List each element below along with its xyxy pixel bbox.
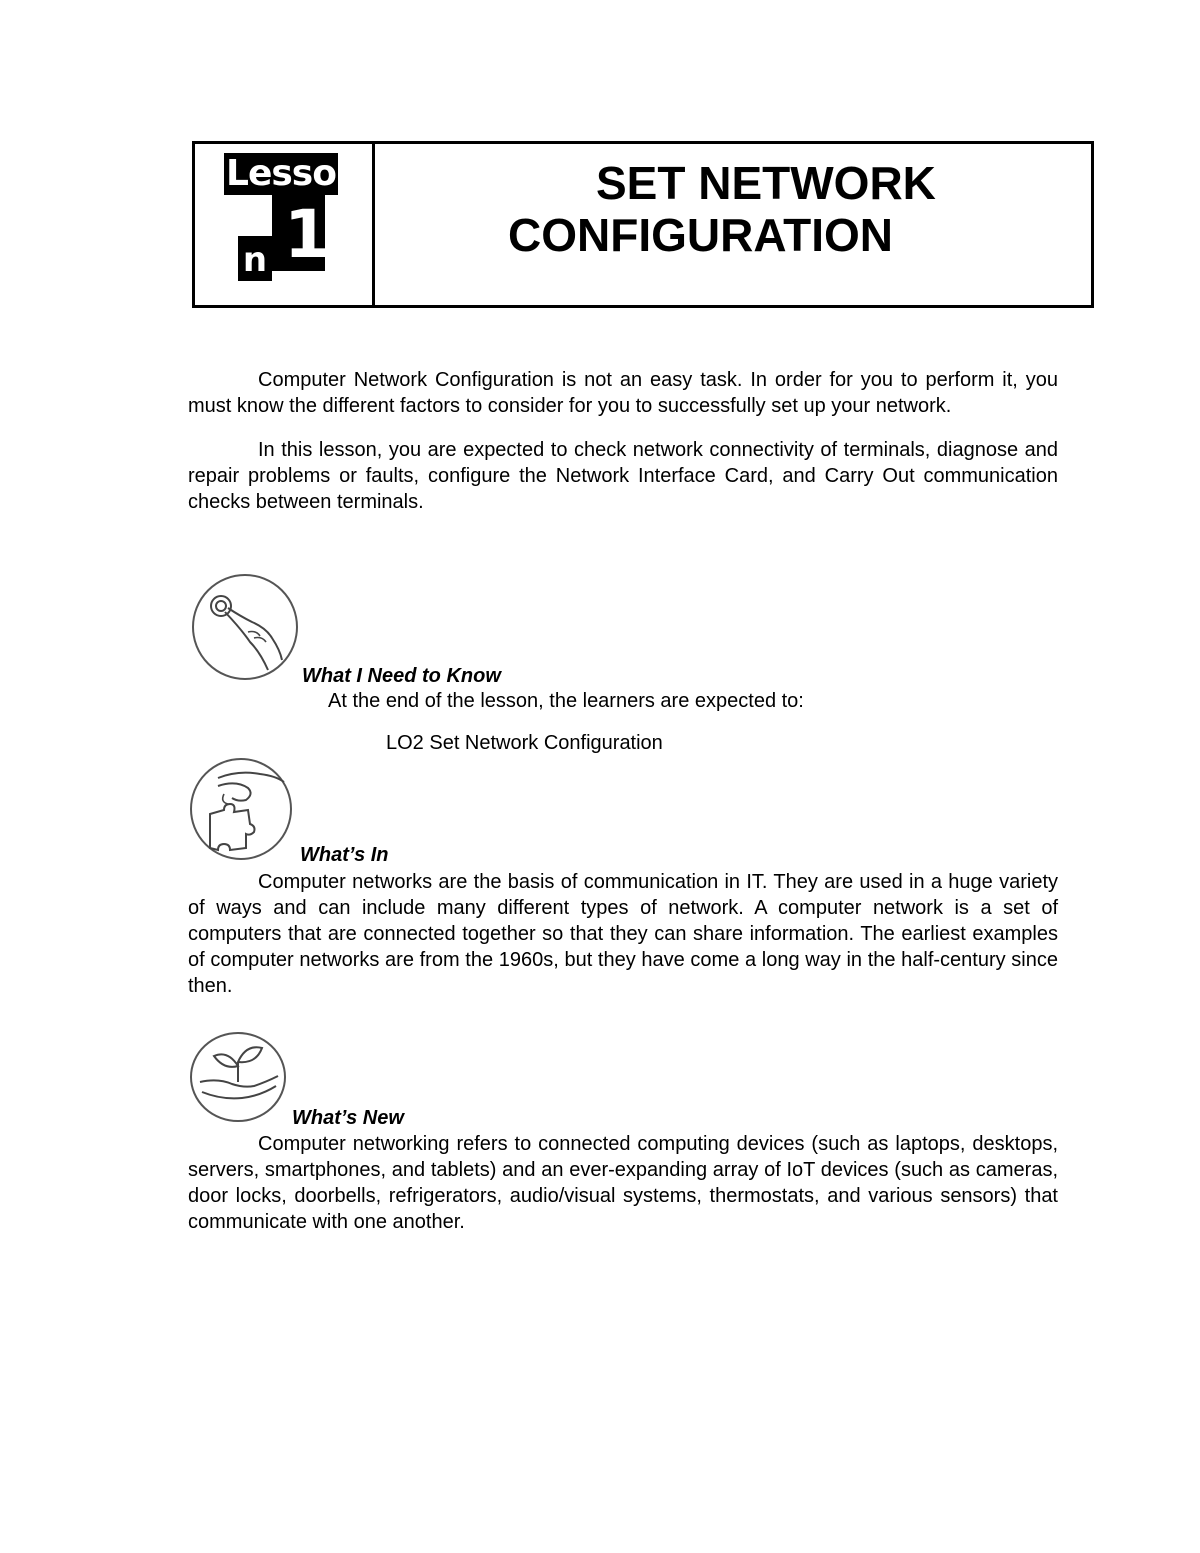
intro-paragraph-1 — [188, 367, 1058, 419]
plant-hand-icon — [188, 1030, 288, 1129]
whats-new-paragraph — [188, 1131, 1058, 1235]
section-heading-what-i-need-to-know: What I Need to Know — [302, 665, 501, 687]
whats-in-paragraph — [188, 869, 1058, 999]
header-divider — [372, 141, 375, 308]
hand-pointer-icon — [190, 572, 300, 687]
whats-in-paragraph-text: Computer networks are the basis of communication in IT. They are used in a huge variety of ways and can include many different types of network. A computer network is a set of computers that are connected together so that they can share information. The earliest examples of computer networks are from the 1960s, but they have come a long way in the half-century since then. — [188, 871, 1058, 997]
puzzle-hand-icon — [188, 756, 294, 867]
learning-objective: LO2 Set Network Configuration — [386, 732, 663, 754]
page-title-line1: SET NETWORK — [596, 157, 936, 209]
intro-paragraph-2-text: In this lesson, you are expected to check network connectivity of terminals, diagnose and repair problems or faults, configure the Network Interface Card, and Carry Out communication checks between terminals. — [188, 439, 1058, 513]
section-heading-whats-in: What’s In — [300, 844, 389, 866]
intro-paragraph-2 — [188, 437, 1058, 515]
section-heading-whats-new: What’s New — [292, 1107, 404, 1129]
learners-expectation-text: At the end of the lesson, the learners are expected to: — [328, 690, 804, 712]
lesson-badge-stem — [272, 195, 284, 271]
lesson-badge-number: 1 — [284, 196, 330, 273]
whats-new-paragraph-text: Computer networking refers to connected computing devices (such as laptops, desktops, servers, smartphones, and tablets) and an ever-expanding array of IoT devices (such as cameras, door locks, doorbells, refrigerators, audio/visual systems, thermostats, and various sensors) that communicate with one another. — [188, 1133, 1058, 1233]
page-title-line2: CONFIGURATION — [508, 209, 894, 261]
lesson-badge-letter: n — [238, 236, 272, 281]
intro-paragraph-1-text: Computer Network Configuration is not an easy task. In order for you to perform it, you must know the different factors to consider for you to successfully set up your network. — [188, 369, 1058, 417]
lesson-badge-word: Lesso — [224, 153, 338, 195]
